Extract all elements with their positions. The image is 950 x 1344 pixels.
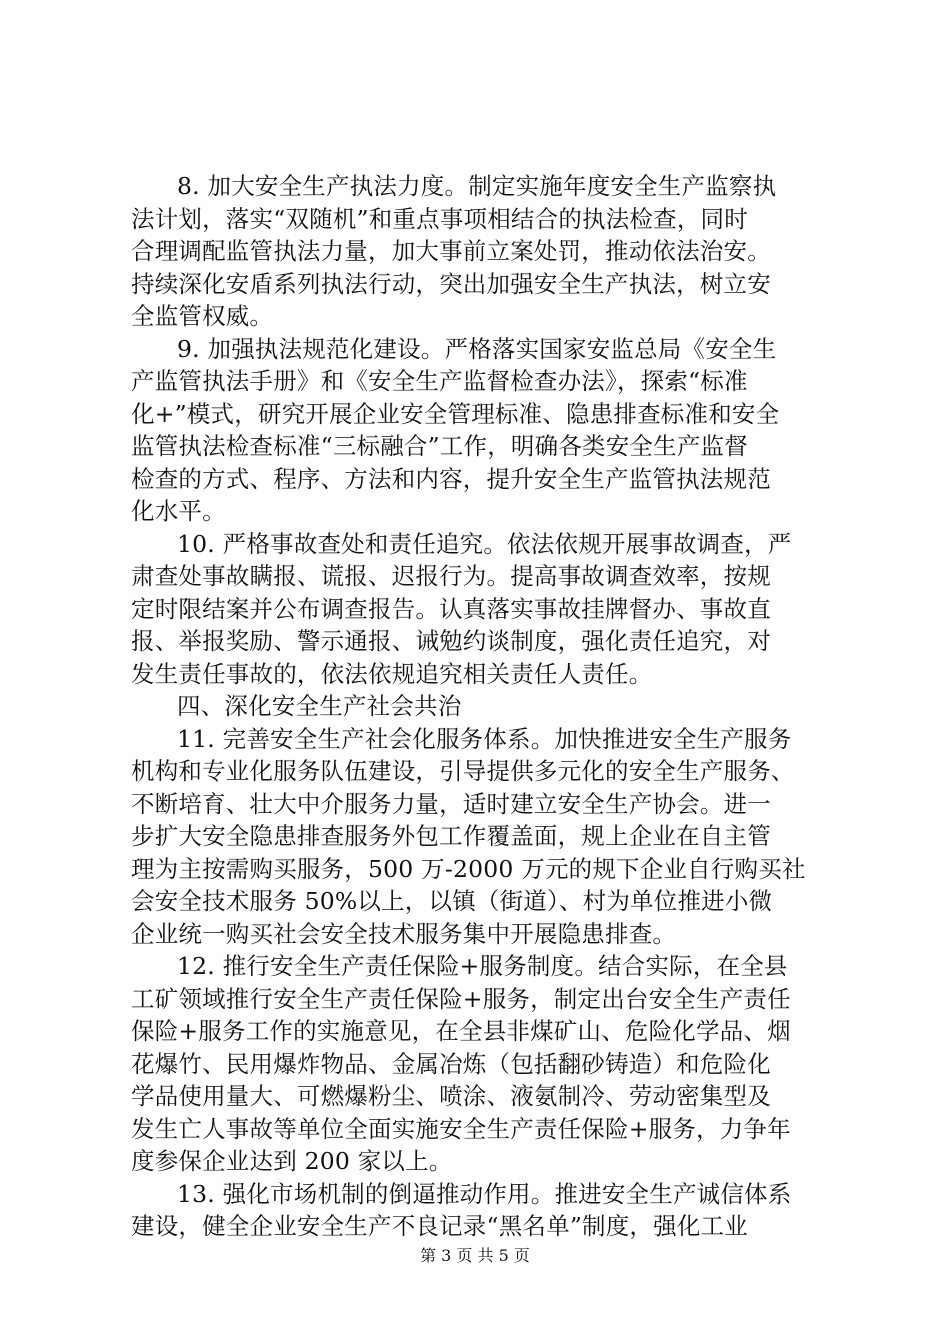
paragraph-line: 肃查处事故瞒报、谎报、迟报行为。提高事故调查效率，按规 (131, 562, 771, 590)
paragraph-line: 监管执法检查标准“三标融合”工作，明确各类安全生产监督 (131, 432, 748, 460)
paragraph-line: 机构和专业化服务队伍建设，引导提供多元化的安全生产服务、 (131, 757, 795, 785)
paragraph-line: 建设，健全企业安全生产不良记录“黑名单”制度，强化工业 (131, 1212, 748, 1240)
paragraph-line: 持续深化安盾系列执法行动，突出加强安全生产执法，树立安 (131, 269, 771, 298)
paragraph-line: 化+”模式，研究开展企业安全管理标准、隐患排查标准和安全 (131, 399, 780, 428)
paragraph-line: 11. 完善安全生产社会化服务体系。加快推进安全生产服务 (177, 724, 792, 753)
paragraph-line: 理为主按需购买服务，500 万-2000 万元的规下企业自行购买社 (131, 854, 806, 883)
document-body (131, 170, 831, 1243)
paragraph-line: 发生责任事故的，依法依规追究相关责任人责任。 (131, 659, 653, 688)
paragraph-line: 法计划，落实“双随机”和重点事项相结合的执法检查，同时 (131, 204, 748, 233)
paragraph-line: 报、举报奖励、警示通报、诫勉约谈制度，强化责任追究，对 (131, 627, 771, 655)
paragraph-line: 会安全技术服务 50%以上，以镇（街道）、村为单位推进小微 (131, 887, 773, 915)
paragraph-line: 产监管执法手册》和《安全生产监督检查办法》，探索“标准 (131, 367, 748, 395)
paragraph-line: 不断培育、壮大中介服务力量，适时建立安全生产协会。进一 (131, 789, 771, 818)
paragraph-line: 企业统一购买社会安全技术服务集中开展隐患排查。 (131, 919, 677, 948)
paragraph-line: 合理调配监管执法力量，加大事前立案处罚，推动依法治安。 (131, 237, 771, 265)
paragraph-line: 学品使用量大、可燃爆粉尘、喷涂、液氨制冷、劳动密集型及 (131, 1082, 771, 1110)
page-number-footer: 第 3 页 共 5 页 (420, 1246, 530, 1265)
paragraph-line: 9. 加强执法规范化建设。严格落实国家安监总局《安全生 (177, 334, 777, 363)
paragraph-line: 保险+服务工作的实施意见，在全县非煤矿山、危险化学品、烟 (131, 1017, 791, 1045)
paragraph-line: 检查的方式、程序、方法和内容，提升安全生产监管执法规范 (131, 464, 771, 493)
paragraph-line: 12. 推行安全生产责任保险+服务制度。结合实际，在全县 (177, 952, 788, 980)
paragraph-line: 步扩大安全隐患排查服务外包工作覆盖面，规上企业在自主管 (131, 822, 771, 850)
paragraph-line: 全监管权威。 (131, 302, 274, 330)
paragraph-line: 花爆竹、民用爆炸物品、金属冶炼（包括翻砂铸造）和危险化 (131, 1049, 771, 1078)
paragraph-line: 8. 加大安全生产执法力度。制定实施年度安全生产监察执 (177, 172, 777, 200)
section-heading: 四、深化安全生产社会共治 (177, 692, 462, 720)
paragraph-line: 工矿领域推行安全生产责任保险+服务，制定出台安全生产责任 (131, 984, 791, 1013)
paragraph-line: 度参保企业达到 200 家以上。 (131, 1147, 453, 1175)
paragraph-line: 10. 严格事故查处和责任追究。依法依规开展事故调查，严 (177, 529, 792, 558)
paragraph-line: 发生亡人事故等单位全面实施安全生产责任保险+服务，力争年 (131, 1114, 791, 1143)
paragraph-line: 定时限结案并公布调查报告。认真落实事故挂牌督办、事故直 (131, 594, 771, 623)
paragraph-line: 13. 强化市场机制的倒逼推动作用。推进安全生产诚信体系 (177, 1179, 792, 1208)
paragraph-line: 化水平。 (131, 497, 226, 525)
